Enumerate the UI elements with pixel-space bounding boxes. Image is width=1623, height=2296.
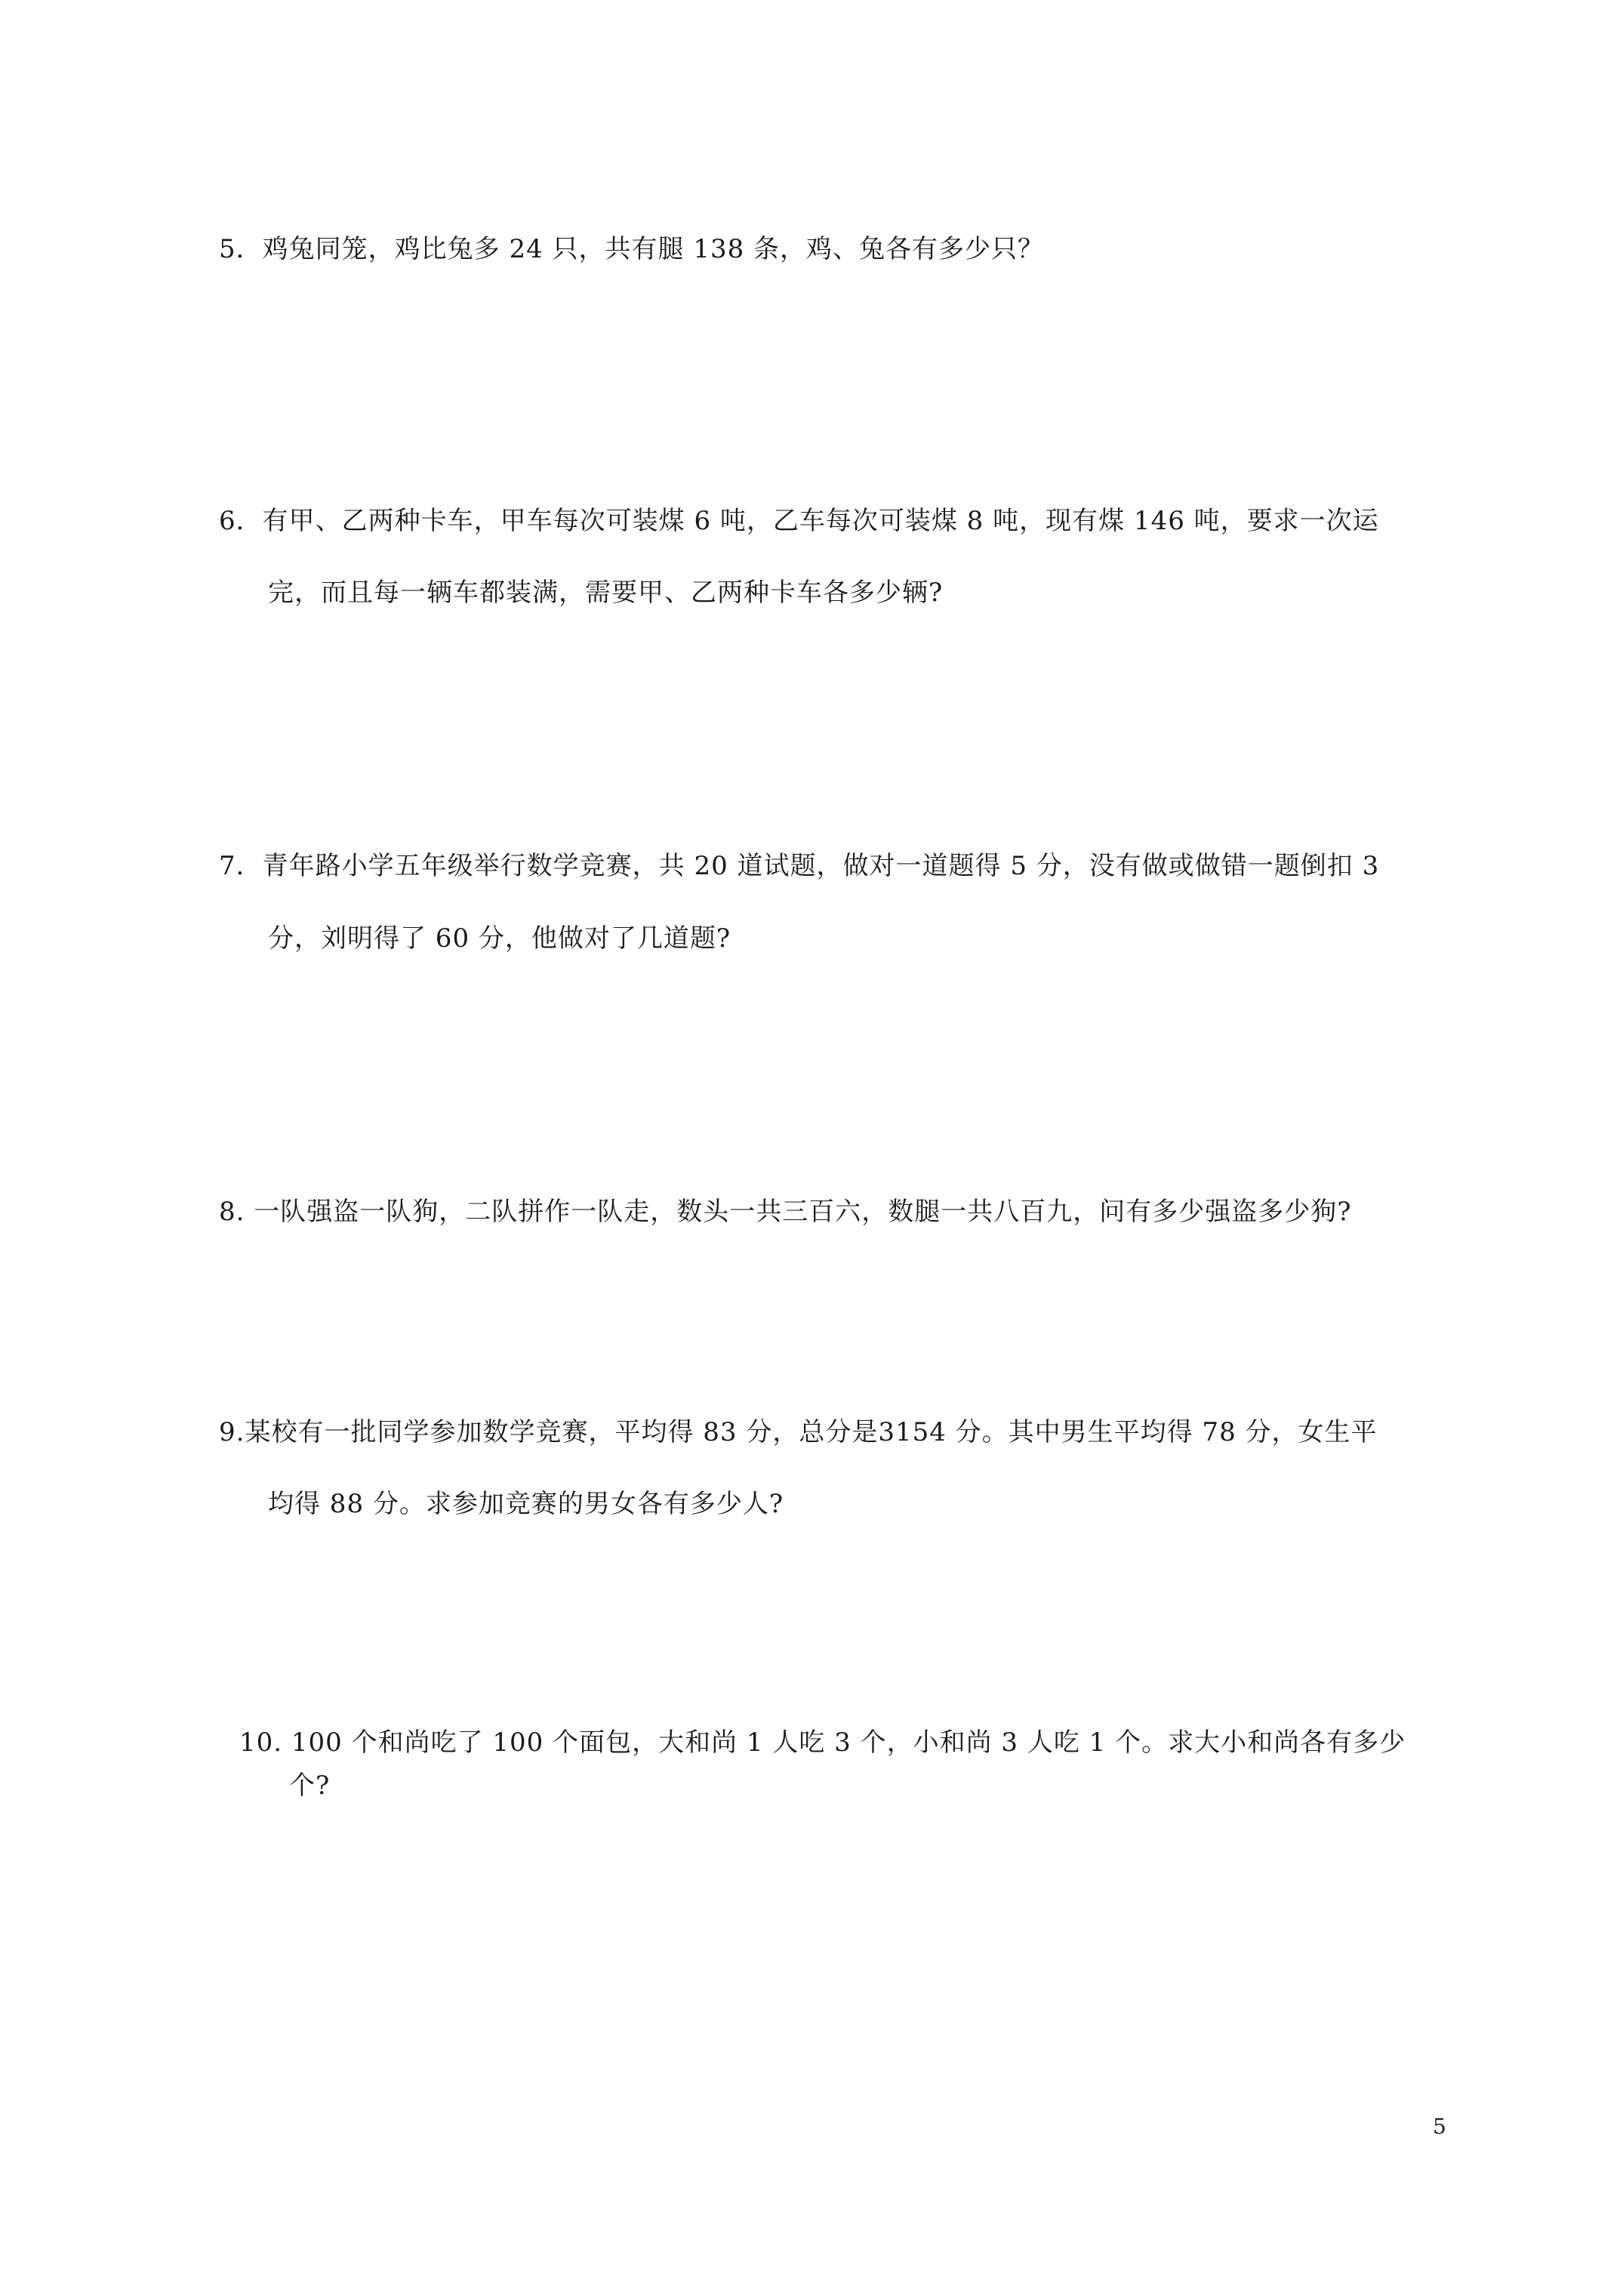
question-10-line-1: 10. 100 个和尚吃了 100 个面包，大和尚 1 人吃 3 个，小和尚 3 人吃 1 个。求大小和尚各有多少 (239, 1727, 1406, 1758)
question-7-line-2: 分，刘明得了 60 分，他做对了几道题? (268, 923, 731, 954)
question-5-line-1: 5．鸡兔同笼，鸡比兔多 24 只，共有腿 138 条，鸡、兔各有多少只？ (219, 234, 1045, 264)
page-number: 5 (1433, 2114, 1446, 2139)
question-10-line-2: 个? (289, 1771, 331, 1801)
question-7-line-1: 7．青年路小学五年级举行数学竞赛，共 20 道试题，做对一道题得 5 分，没有做或做错一题倒扣 3 (219, 851, 1380, 881)
question-6-line-2: 完，而且每一辆车都装满，需要甲、乙两种卡车各多少辆? (268, 578, 944, 608)
question-6-line-1: 6．有甲、乙两种卡车，甲车每次可装煤 6 吨，乙车每次可装煤 8 吨，现有煤 146 吨，要求一次运 (219, 506, 1379, 536)
question-9-line-2: 均得 88 分。求参加竞赛的男女各有多少人? (268, 1489, 784, 1519)
question-9-line-1: 9.某校有一批同学参加数学竞赛，平均得 83 分，总分是3154 分。其中男生平均得 78 分，女生平 (219, 1417, 1378, 1447)
question-8-line-1: 8. 一队强盗一队狗，二队拼作一队走，数头一共三百六，数腿一共八百九，问有多少强盗多少狗? (219, 1197, 1352, 1227)
